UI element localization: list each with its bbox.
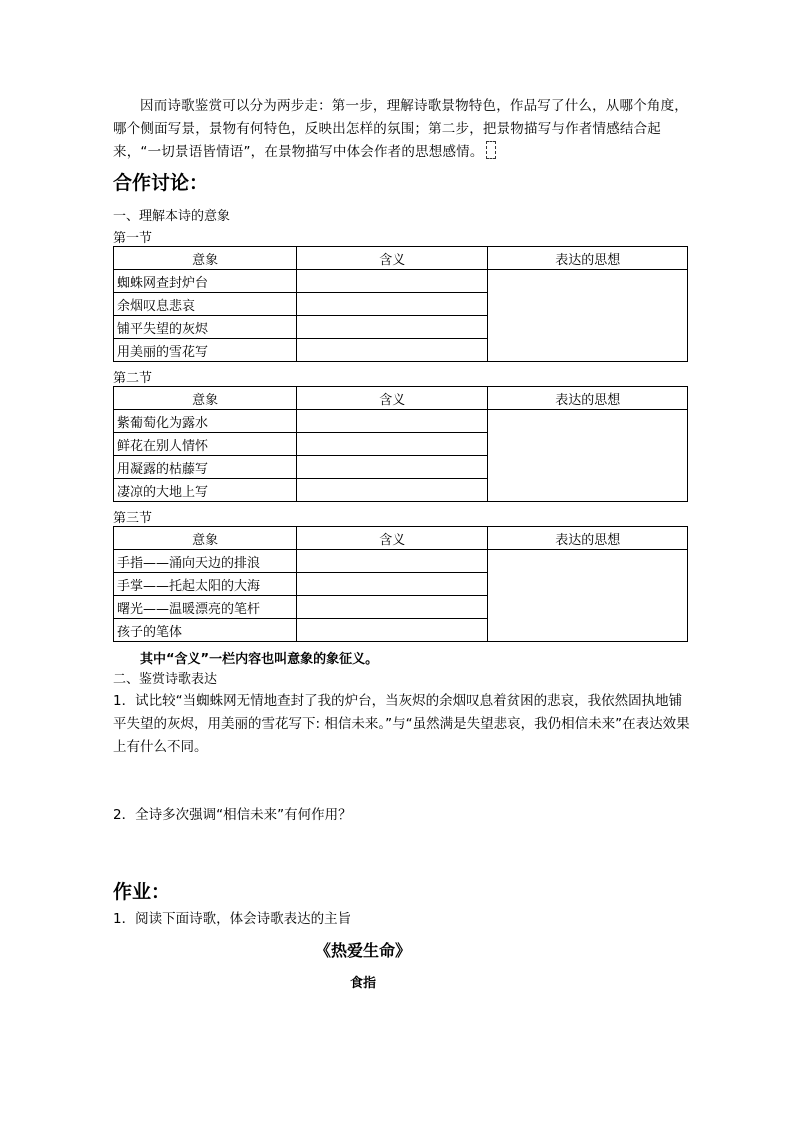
table-row [114, 270, 688, 293]
discussion-heading: 合作讨论： [113, 172, 209, 194]
thought-cell[interactable] [488, 550, 688, 642]
meaning-cell[interactable] [297, 410, 488, 433]
imagery-cell: 曙光——温暖漂亮的笔杆 [114, 596, 297, 619]
imagery-cell: 紫葡萄化为露水 [114, 410, 297, 433]
homework-heading: 作业： [113, 881, 171, 903]
meaning-cell[interactable] [297, 619, 488, 642]
table-header-row [114, 527, 688, 550]
table-row [114, 550, 688, 573]
table2-label: 第二节 [113, 371, 153, 386]
meaning-cell[interactable] [297, 479, 488, 502]
imagery-table-2 [113, 386, 688, 502]
table3-label: 第三节 [113, 511, 153, 526]
table-header-row [114, 247, 688, 270]
poem-title: 《热爱生命》 [314, 941, 411, 960]
meaning-cell[interactable] [297, 550, 488, 573]
question-1: 1．试比较“当蜘蛛网无情地查封了我的炉台，当灰烬的余烟叹息着贫困的悲哀，我依然固执地铺平失望的灰烬，用美丽的雪花写下: 相信未来。”与“虽然满是失望悲哀，我仍相信未来”在表达效果上有什么不同。 [113, 693, 690, 755]
intro-text: 因而诗歌鉴赏可以分为两步走：第一步，理解诗歌景物特色，作品写了什么，从哪个角度，哪个侧面写景，景物有何特色，反映出怎样的氛围；第二步，把景物描写与作者情感结合起来，“一切景语皆情语”，在景物描写中体会作者的思想感情。 [113, 98, 688, 160]
header-thought: 表达的思想 [488, 247, 688, 270]
thought-cell[interactable] [488, 410, 688, 502]
imagery-cell: 用凝露的枯藤写 [114, 456, 297, 479]
meaning-cell[interactable] [297, 316, 488, 339]
header-imagery: 意象 [114, 387, 297, 410]
text-cursor-marker [486, 141, 496, 159]
thought-cell[interactable] [488, 270, 688, 362]
table-header-row [114, 387, 688, 410]
header-meaning: 含义 [297, 247, 488, 270]
symbolism-note: 其中“含义”一栏内容也叫意象的象征义。 [140, 652, 379, 667]
poem-author: 食指 [349, 976, 376, 991]
header-thought: 表达的思想 [488, 387, 688, 410]
header-meaning: 含义 [297, 387, 488, 410]
meaning-cell[interactable] [297, 596, 488, 619]
meaning-cell[interactable] [297, 433, 488, 456]
section1-title: 一、理解本诗的意象 [113, 209, 231, 224]
imagery-cell: 凄凉的大地上写 [114, 479, 297, 502]
meaning-cell[interactable] [297, 456, 488, 479]
header-imagery: 意象 [114, 247, 297, 270]
header-thought: 表达的思想 [488, 527, 688, 550]
imagery-cell: 手指——涌向天边的排浪 [114, 550, 297, 573]
homework-question-1: 1．阅读下面诗歌，体会诗歌表达的主旨 [113, 911, 352, 927]
header-meaning: 含义 [297, 527, 488, 550]
imagery-cell: 用美丽的雪花写 [114, 339, 297, 362]
imagery-cell: 余烟叹息悲哀 [114, 293, 297, 316]
question-2: 2．全诗多次强调“相信未来”有何作用？ [113, 807, 352, 823]
imagery-cell: 蜘蛛网查封炉台 [114, 270, 297, 293]
meaning-cell[interactable] [297, 270, 488, 293]
meaning-cell[interactable] [297, 339, 488, 362]
imagery-table-1 [113, 246, 688, 362]
meaning-cell[interactable] [297, 573, 488, 596]
imagery-cell: 铺平失望的灰烬 [114, 316, 297, 339]
table1-label: 第一节 [113, 231, 153, 246]
intro-paragraph [113, 95, 693, 164]
imagery-cell: 手掌——托起太阳的大海 [114, 573, 297, 596]
meaning-cell[interactable] [297, 293, 488, 316]
header-imagery: 意象 [114, 527, 297, 550]
imagery-cell: 鲜花在别人情怀 [114, 433, 297, 456]
table-row [114, 410, 688, 433]
imagery-cell: 孩子的笔体 [114, 619, 297, 642]
section2-title: 二、鉴赏诗歌表达 [113, 672, 218, 687]
imagery-table-3 [113, 526, 688, 642]
